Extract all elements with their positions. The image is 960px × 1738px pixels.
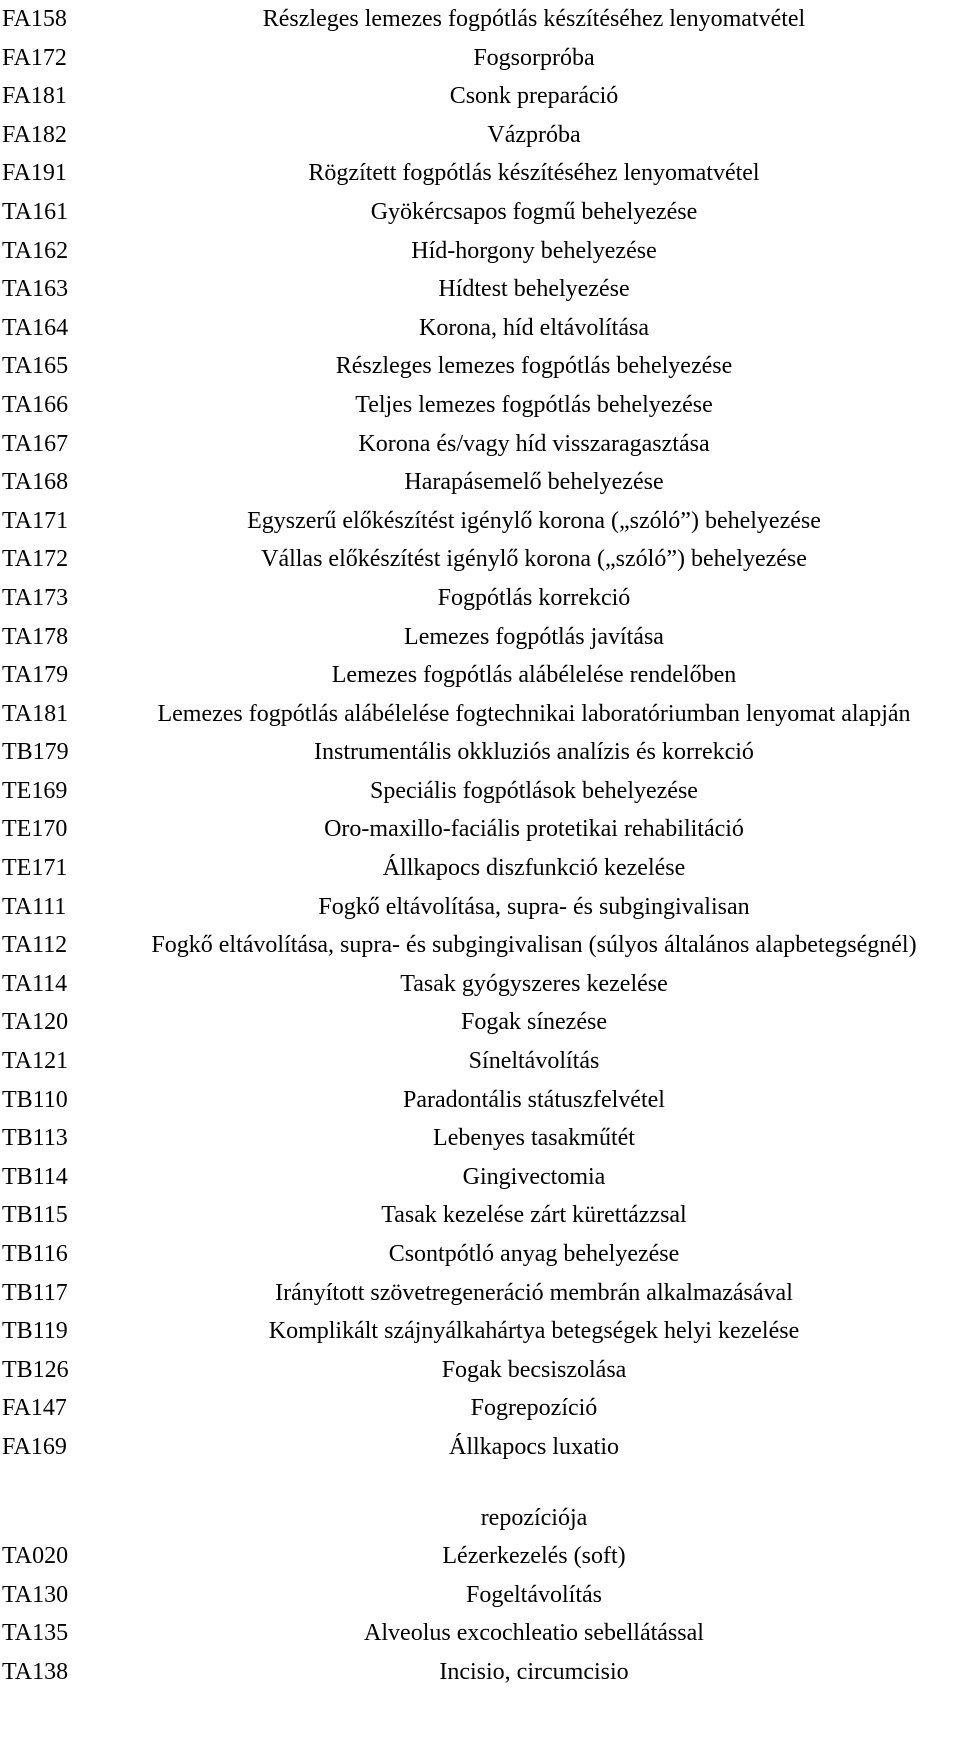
- procedure-description: Gyökércsapos fogmű behelyezése: [370, 198, 698, 225]
- list-item: [0, 502, 960, 541]
- procedure-code: TA162: [2, 237, 69, 264]
- list-item: [0, 193, 960, 232]
- procedure-description: Részleges lemezes fogpótlás készítéséhez lenyomatvétel: [262, 6, 806, 32]
- procedure-description: Rögzített fogpótlás készítéséhez lenyomatvétel: [308, 160, 760, 187]
- procedure-code: TB117: [2, 1279, 68, 1306]
- list-item: [0, 618, 960, 657]
- procedure-description: Síneltávolítás: [468, 1048, 600, 1075]
- procedure-code: FA181: [2, 83, 67, 110]
- procedure-description: repozíciója: [480, 1504, 588, 1531]
- procedure-code: TA181: [2, 700, 69, 727]
- procedure-description: Lebenyes tasakműtét: [433, 1125, 635, 1152]
- procedure-description: Állkapocs luxatio: [449, 1433, 619, 1460]
- list-item: [0, 579, 960, 618]
- procedure-description: Speciális fogpótlások behelyezése: [370, 777, 698, 804]
- procedure-description: Fogrepozíció: [470, 1395, 598, 1422]
- procedure-description: Harapásemelő behelyezése: [404, 469, 664, 496]
- procedure-code: TA164: [2, 314, 69, 341]
- procedure-code: FA158: [2, 6, 67, 32]
- list-item: [0, 1042, 960, 1081]
- list-item: [0, 926, 960, 965]
- list-item: [0, 1428, 960, 1467]
- procedure-code: TE171: [2, 855, 68, 882]
- procedure-code: TA138: [2, 1658, 69, 1685]
- list-item: [0, 1081, 960, 1120]
- procedure-code: TE169: [2, 777, 68, 804]
- procedure-code: FA172: [2, 44, 67, 71]
- procedure-code: TE170: [2, 816, 68, 843]
- procedure-code: TA111: [2, 893, 67, 920]
- list-item: [0, 39, 960, 78]
- procedure-code: TB126: [2, 1356, 69, 1383]
- procedure-description: Oro-maxillo-faciális protetikai rehabilitáció: [324, 816, 744, 843]
- list-item: [0, 154, 960, 193]
- list-item: [0, 1158, 960, 1197]
- procedure-description: Fogkő eltávolítása, supra- és subgingivalisan (súlyos általános alapbetegségnél): [151, 932, 917, 959]
- list-item: [0, 695, 960, 734]
- list-item: [0, 733, 960, 772]
- procedure-description: Vállas előkészítést igénylő korona („szóló”) behelyezése: [261, 546, 807, 573]
- procedure-description: Korona, híd eltávolítása: [419, 314, 649, 341]
- procedure-description: Csonk preparáció: [449, 83, 619, 110]
- procedure-description: Fogkő eltávolítása, supra- és subgingivalisan: [318, 893, 750, 920]
- procedure-description: Irányított szövetregeneráció membrán alkalmazásával: [275, 1279, 793, 1306]
- list-item: [0, 1499, 960, 1538]
- procedure-description: Fogsorpróba: [473, 44, 595, 71]
- list-item: [0, 1614, 960, 1653]
- procedure-code: TA112: [2, 932, 68, 959]
- list-item: [0, 116, 960, 155]
- procedure-code: TA020: [2, 1543, 69, 1570]
- list-item: [0, 1003, 960, 1042]
- procedure-description: Komplikált szájnyálkahártya betegségek helyi kezelése: [268, 1318, 800, 1345]
- procedure-description: Fogpótlás korrekció: [437, 584, 631, 611]
- procedure-code: TB110: [2, 1086, 68, 1113]
- procedure-code: TB113: [2, 1125, 68, 1152]
- procedure-code: TA166: [2, 391, 69, 418]
- procedure-code: FA147: [2, 1395, 67, 1422]
- list-item: [0, 888, 960, 927]
- procedure-code: TA179: [2, 662, 69, 689]
- procedure-description: Fogak sínezése: [461, 1009, 607, 1036]
- procedure-description: Lemezes fogpótlás javítása: [404, 623, 664, 650]
- procedure-code: TA165: [2, 353, 69, 380]
- list-item: [0, 1351, 960, 1390]
- list-item: [0, 463, 960, 502]
- procedure-description: Alveolus excochleatio sebellátással: [364, 1620, 704, 1647]
- list-item: [0, 1235, 960, 1274]
- procedure-description: Részleges lemezes fogpótlás behelyezése: [335, 353, 733, 380]
- list-item: [0, 347, 960, 386]
- procedure-description: Korona és/vagy híd visszaragasztása: [358, 430, 710, 457]
- procedure-description: Állkapocs diszfunkció kezelése: [382, 855, 686, 882]
- procedure-code: TA163: [2, 276, 69, 303]
- procedure-code: FA182: [2, 121, 67, 148]
- procedure-code: TA120: [2, 1009, 69, 1036]
- procedure-description: Paradontális státuszfelvétel: [403, 1086, 665, 1113]
- procedure-description: Fogak becsiszolása: [441, 1356, 627, 1383]
- list-item: [0, 1389, 960, 1428]
- list-item: [0, 1537, 960, 1576]
- blank-gap: [0, 1467, 960, 1499]
- procedure-code: TA171: [2, 507, 69, 534]
- list-item: [0, 0, 960, 39]
- procedure-code: TA161: [2, 198, 69, 225]
- procedure-description: Lézerkezelés (soft): [442, 1543, 626, 1570]
- procedure-code: TB179: [2, 739, 69, 766]
- list-item: [0, 386, 960, 425]
- list-item: [0, 965, 960, 1004]
- procedure-description: Csontpótló anyag behelyezése: [388, 1241, 680, 1267]
- list-item: [0, 810, 960, 849]
- procedure-code: TA130: [2, 1581, 69, 1608]
- list-item: [0, 849, 960, 888]
- procedure-code: TB115: [2, 1202, 68, 1229]
- procedure-description: Hídtest behelyezése: [438, 276, 630, 303]
- list-item: [0, 1119, 960, 1158]
- procedure-description: Tasak gyógyszeres kezelése: [400, 970, 668, 997]
- procedure-code: TB116: [2, 1241, 68, 1267]
- list-item: [0, 540, 960, 579]
- procedure-description: Lemezes fogpótlás alábélelése fogtechnikai laboratóriumban lenyomat alapján: [157, 700, 911, 727]
- procedure-description: Instrumentális okkluziós analízis és korrekció: [314, 739, 754, 766]
- procedure-code: TA114: [2, 970, 68, 997]
- procedure-description: Híd-horgony behelyezése: [411, 237, 657, 264]
- procedure-description: Incisio, circumcisio: [439, 1658, 629, 1685]
- list-item: [0, 1312, 960, 1351]
- procedure-code: TA172: [2, 546, 69, 573]
- procedure-description: Tasak kezelése zárt kürettázzsal: [381, 1202, 687, 1229]
- procedure-code: TA168: [2, 469, 69, 496]
- procedure-description: Vázpróba: [487, 121, 581, 148]
- list-item: [0, 656, 960, 695]
- list-item: [0, 309, 960, 348]
- procedure-code: TA167: [2, 430, 69, 457]
- list-item: [0, 1653, 960, 1692]
- procedure-description: Fogeltávolítás: [466, 1581, 602, 1608]
- procedure-code: TA173: [2, 584, 69, 611]
- list-item: [0, 1196, 960, 1235]
- procedure-code: TA135: [2, 1620, 69, 1647]
- procedure-description: Lemezes fogpótlás alábélelése rendelőben: [331, 662, 737, 689]
- list-item: [0, 772, 960, 811]
- procedure-description: Egyszerű előkészítést igénylő korona („szóló”) behelyezése: [247, 507, 821, 534]
- procedure-code: TB119: [2, 1318, 68, 1345]
- procedure-code: TA178: [2, 623, 69, 650]
- procedure-description: Teljes lemezes fogpótlás behelyezése: [355, 391, 713, 418]
- procedure-code: FA191: [2, 160, 67, 187]
- list-item: [0, 77, 960, 116]
- procedure-code: TB114: [2, 1163, 68, 1190]
- list-item: [0, 1576, 960, 1615]
- procedure-description: Gingivectomia: [462, 1163, 606, 1190]
- procedure-code: TA121: [2, 1048, 69, 1075]
- procedure-code: FA169: [2, 1433, 67, 1460]
- list-item: [0, 270, 960, 309]
- list-item: [0, 232, 960, 271]
- list-item: [0, 425, 960, 464]
- list-item: [0, 1274, 960, 1313]
